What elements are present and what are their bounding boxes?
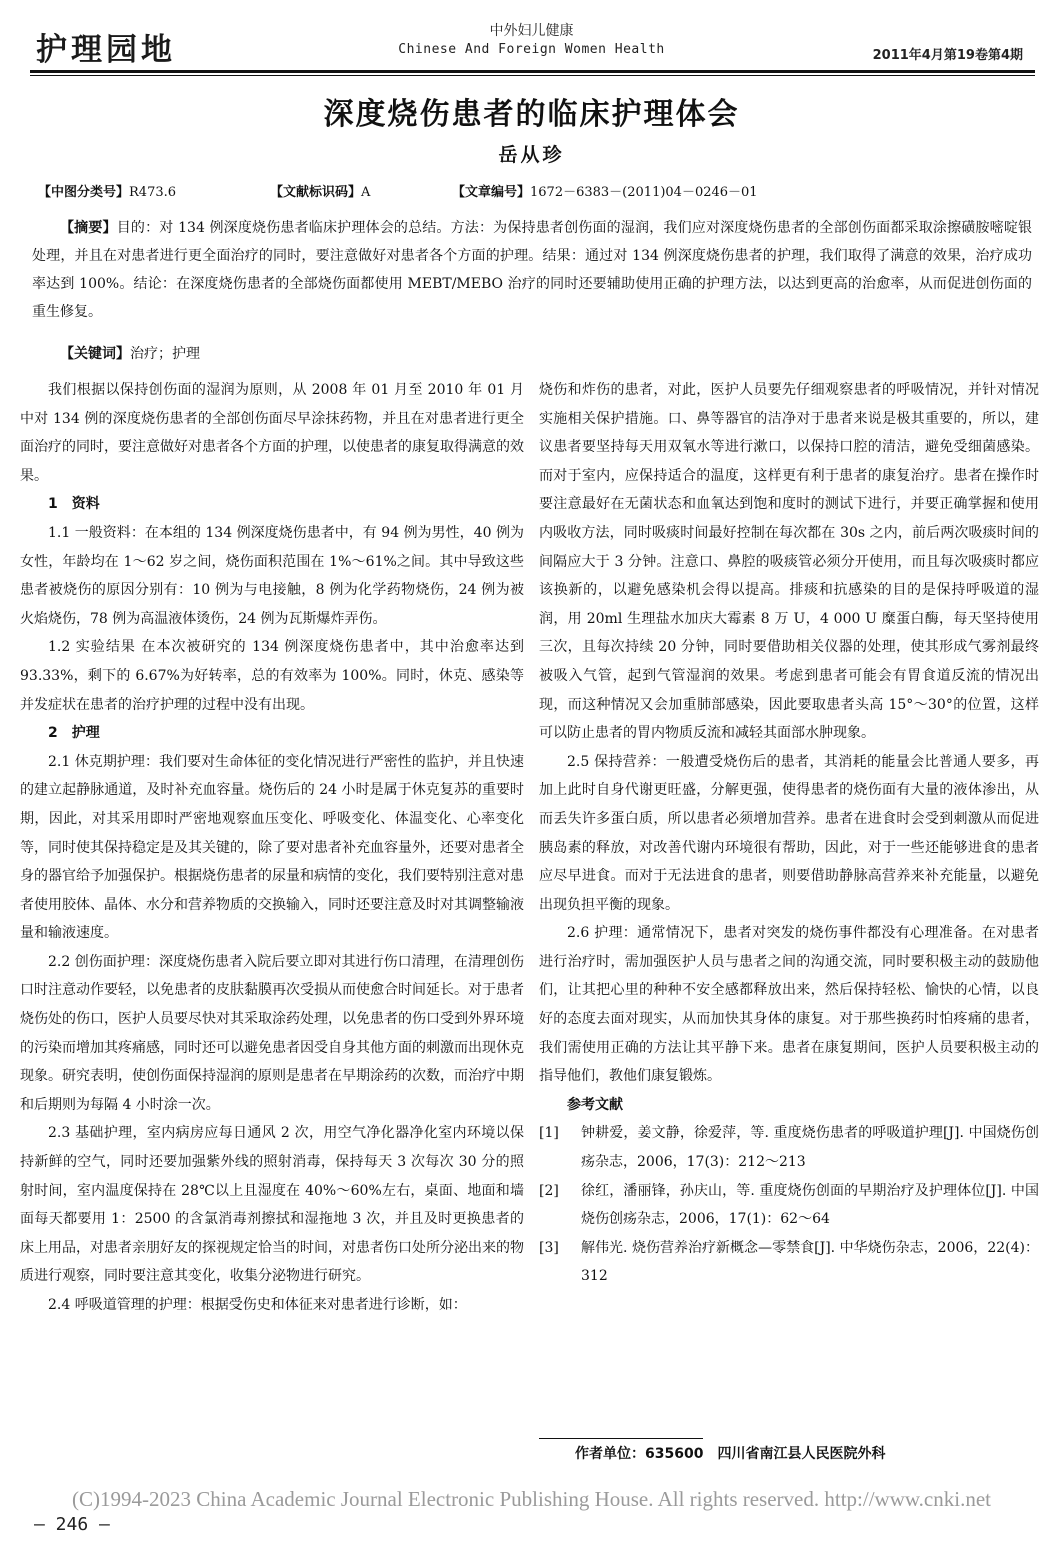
reference-text: 徐红，潘丽锋，孙庆山，等. 重度烧伤创面的早期治疗及护理体位[J]. 中国烧伤创疡杂志，2006，17(1)：62～64	[581, 1182, 1039, 1228]
body-paragraph: 2.4 呼吸道管理的护理：根据受伤史和体征来对患者进行诊断，如：	[48, 1297, 467, 1313]
article-id	[452, 181, 758, 200]
journal-name-en: Chinese And Foreign Women Health	[398, 42, 665, 57]
body-paragraph: 2.2 创伤面护理：深度烧伤患者入院后要立即对其进行伤口清理，在清理创伤口时注意动作要轻，以免患者的皮肤黏膜再次受损从而使愈合时间延长。对于患者烧伤处的伤口，医护人员要尽快对其采取涂药处理，以免患者的伤口受到外界环境的污染而增加其疼痛感，同时还可以避免患者因受自身其他方面的刺激而出现休克现象。研究表明，使创伤面保持湿润的原则是患者在早期涂药的次数，而治疗中期和后期则为每隔 4 小时涂一次。	[20, 953, 524, 1113]
id-value: 1672－6383－(2011)04－0246－01	[530, 185, 758, 200]
abstract-label: 【摘要】	[60, 220, 117, 236]
reference-number: [2]	[539, 1182, 559, 1199]
doc-label: 【文献标识码】	[270, 185, 362, 200]
body-column-left	[20, 376, 524, 1320]
page-number: — 246 —	[34, 1514, 110, 1535]
reference-item	[539, 1119, 1039, 1176]
clc-label: 【中图分类号】	[38, 185, 130, 200]
body-column-right	[539, 376, 1039, 1291]
section-heading: 2 护理	[48, 725, 100, 742]
reference-item	[539, 1177, 1039, 1234]
header-rule	[30, 70, 1035, 73]
keywords-label: 【关键词】	[60, 346, 130, 362]
issue-info: 2011年4月第19卷第4期	[872, 48, 1023, 63]
id-label: 【文章编号】	[452, 185, 531, 200]
body-paragraph: 我们根据以保持创伤面的湿润为原则，从 2008 年 01 月至 2010 年 01 月中对 134 例的深度烧伤患者的全部创伤面尽早涂抹药物，并且在对患者进行更全面治疗的同时，要注意做好对患者各个方面的护理，以使患者的康复取得满意的效果。	[20, 382, 524, 484]
body-paragraph: 烧伤和炸伤的患者，对此，医护人员要先仔细观察患者的呼吸情况，并针对情况实施相关保护措施。口、鼻等器官的洁净对于患者来说是极其重要的，所以，建议患者要坚持每天用双氧水等进行漱口，以保持口腔的清洁，避免受细菌感染。而对于室内，应保持适合的温度，这样更有利于患者的康复治疗。患者在操作时要注意最好在无菌状态和血氧达到饱和度时的测试下进行，并要正确掌握和使用内吸收方法，同时吸痰时间最好控制在每次都在 30s 之内，前后两次吸痰时间的间隔应大于 3 分钟。注意口、鼻腔的吸痰管必须分开使用，而且每次吸痰时都应该换新的，以避免感染机会得以提高。排痰和抗感染的目的是保持呼吸道的湿润，用 20ml 生理盐水加庆大霉素 8 万 U，4 000 U 糜蛋白酶，每天坚持使用三次，且每次持续 20 分钟，同时要借助相关仪器的处理，使其形成气雾剂最终被吸入气管，起到气管湿润的效果。考虑到患者可能会有胃食道反流的情况出现，而这种情况又会加重肺部感染，因此要取患者头高 15°～30°的位置，这样可以防止患者的胃内物质反流和减轻其面部水肿现象。	[539, 382, 1039, 742]
body-paragraph: 2.3 基础护理，室内病房应每日通风 2 次，用空气净化器净化室内环境以保持新鲜的空气，同时还要加强紫外线的照射消毒，保持每天 3 次每次 30 分的照射时间，室内温度保持在 28℃以上且湿度在 40%～60%左右，桌面、地面和墙面每天都要用 1：2500 的含氯消毒剂擦拭和湿拖地 3 次，并且及时更换患者的床上用品，对患者亲朋好友的探视规定恰当的时间，对患者伤口处所分泌出来的物质进行观察，同时要注意其变化，收集分泌物进行研究。	[20, 1125, 524, 1285]
doc-value: A	[361, 185, 371, 200]
references-title: 参考文献	[567, 1096, 623, 1113]
section-name: 护理园地	[36, 32, 176, 68]
reference-text: 钟耕爱，姜文静，徐爱萍，等. 重度烧伤患者的呼吸道护理[J]. 中国烧伤创疡杂志，2006，17(3)：212～213	[581, 1125, 1039, 1171]
abstract	[32, 214, 1032, 326]
clc-value: R473.6	[129, 185, 177, 200]
affiliation-rule	[539, 1438, 703, 1439]
section-heading: 1 资料	[48, 496, 100, 513]
keywords-text: 治疗；护理	[130, 346, 200, 362]
body-paragraph: 1.2 实验结果 在本次被研究的 134 例深度烧伤患者中，其中治愈率达到 93.33%，剩下的 6.67%为好转率，总的有效率为 100%。同时，休克、感染等并发症状在患者的治疗护理的过程中没有出现。	[20, 639, 524, 713]
reference-text: 解伟光. 烧伤营养治疗新概念—零禁食[J]. 中华烧伤杂志，2006，22(4)：312	[581, 1239, 1039, 1285]
journal-name-cn: 中外妇儿健康	[489, 23, 574, 39]
body-paragraph: 2.6 护理：通常情况下，患者对突发的烧伤事件都没有心理准备。在对患者进行治疗时，需加强医护人员与患者之间的沟通交流，同时要积极主动的鼓励他们，让其把心里的种种不安全感都释放出来，然后保持轻松、愉快的心情，以良好的态度去面对现实，从而加快其身体的康复。对于那些换药时怕疼痛的患者，我们需使用正确的方法让其平静下来。患者在康复期间，医护人员要积极主动的指导他们，教他们康复锻炼。	[539, 925, 1039, 1085]
article-title: 深度烧伤患者的临床护理体会	[323, 97, 740, 132]
keywords	[32, 340, 1032, 368]
doc-code	[270, 181, 370, 200]
header-rule-thin	[30, 75, 1035, 76]
clc-number	[38, 181, 176, 200]
body-right-paragraphs	[539, 376, 1039, 1091]
author-affiliation: 作者单位：635600 四川省南江县人民医院外科	[575, 1446, 886, 1462]
reference-item	[539, 1234, 1039, 1291]
references-list	[539, 1119, 1039, 1291]
reference-number: [3]	[539, 1239, 559, 1256]
article-author: 岳从珍	[498, 144, 565, 166]
reference-number: [1]	[539, 1125, 559, 1142]
body-paragraph: 1.1 一般资料：在本组的 134 例深度烧伤患者中，有 94 例为男性，40 例为女性，年龄均在 1～62 岁之间，烧伤面积范围在 1%～61%之间。其中导致这些患者被烧伤的原因分别有：10 例为与电接触，8 例为化学药物烧伤，24 例为被火焰烧伤，78 例为高温液体烫伤，24 例为瓦斯爆炸弄伤。	[20, 524, 524, 627]
body-paragraph: 2.5 保持营养：一般遭受烧伤后的患者，其消耗的能量会比普通人要多，再加上此时自身代谢更旺盛，分解更强，使得患者的烧伤面有大量的液体渗出，从而丢失许多蛋白质，所以患者必须增加营养。患者在进食时会受到刺激从而促进胰岛素的释放，对改善代谢内环境很有帮助，因此，对于一些还能够进食的患者应尽早进食。而对于无法进食的患者，则要借助静脉高营养来补充能量，以避免出现负担平衡的现象。	[539, 753, 1039, 913]
page-header	[0, 0, 1063, 80]
copyright-notice: (C)1994-2023 China Academic Journal Electronic Publishing House. All rights reserved. http://www.cnki.net	[72, 1487, 991, 1511]
body-paragraph: 2.1 休克期护理：我们要对生命体征的变化情况进行严密性的监护，并且快速的建立起静脉通道，及时补充血容量。烧伤后的 24 小时是属于休克复苏的重要时期，因此，对其采用即时严密地观察血压变化、呼吸变化、体温变化、心率变化等，同时使其保持稳定是及其关键的，除了要对患者补充血容量外，还要对患者全身的器官给予加强保护。根据烧伤患者的尿量和病情的变化，我们要特别注意对患者使用胶体、晶体、水分和营养物质的交换输入，同时还要注意及时对其调整输液量和输液速度。	[20, 753, 524, 942]
abstract-text: 目的：对 134 例深度烧伤患者临床护理体会的总结。方法：为保持患者创伤面的湿润，我们应对深度烧伤患者的全部创伤面都采取涂擦磺胺嘧啶银处理，并且在对患者进行更全面治疗的同时，要注意做好对患者各个方面的护理。结果：通过对 134 例深度烧伤患者的护理，我们取得了满意的效果，治疗成功率达到 100%。结论：在深度烧伤患者的全部烧伤面都使用 MEBT/MEBO 治疗的同时还要辅助使用正确的护理方法，以达到更高的治愈率，从而促进创伤面的重生修复。	[32, 220, 1033, 320]
